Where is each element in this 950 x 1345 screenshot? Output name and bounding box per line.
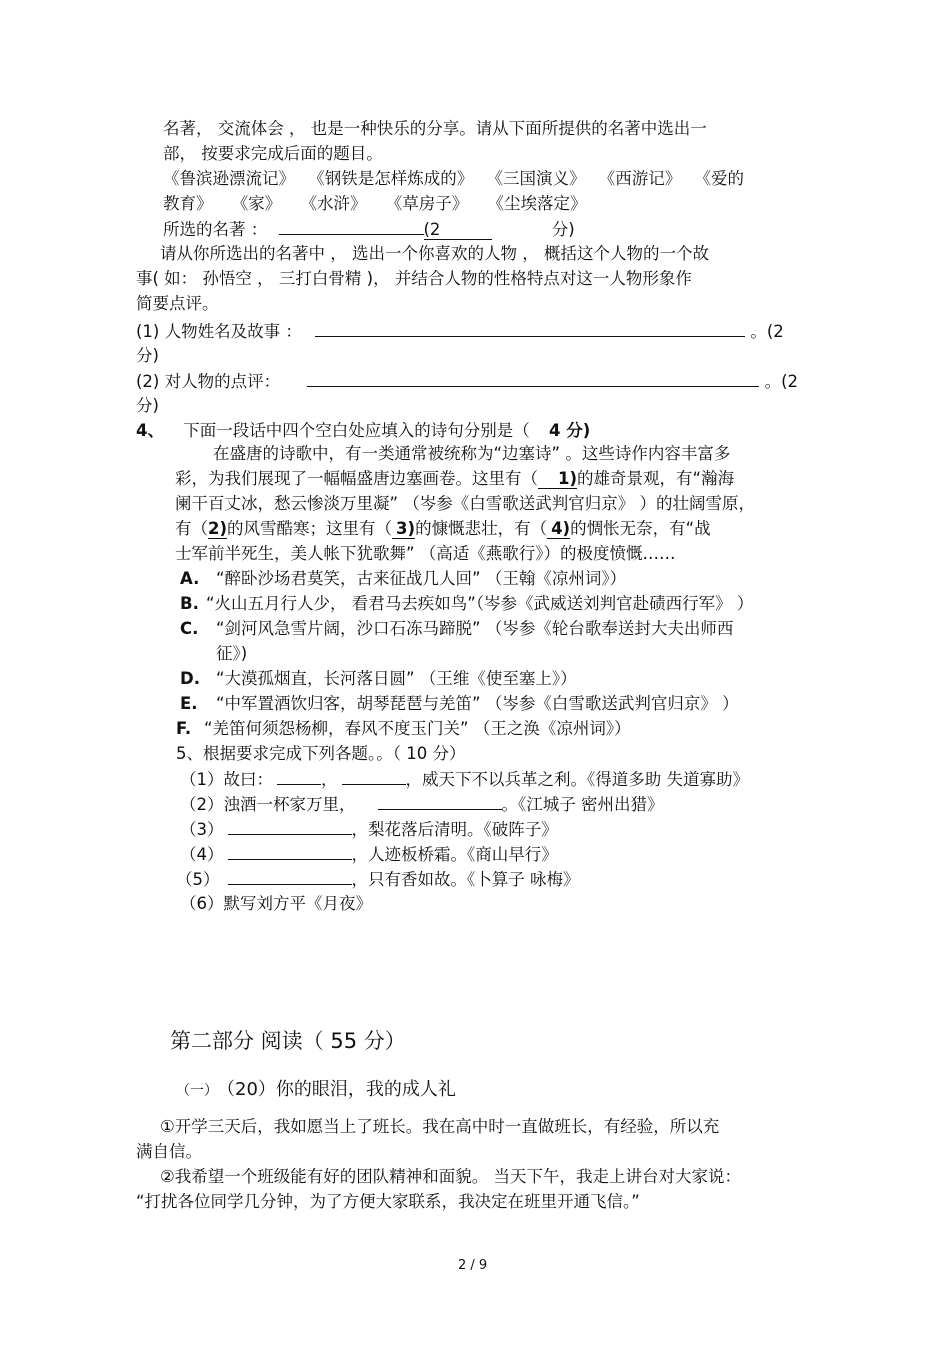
blank-3[interactable]: 3) [392, 519, 415, 539]
option-text: “醉卧沙场君莫笑，古来征战几人回” （王翰《凉州词》） [216, 569, 627, 588]
item-text: ， [321, 770, 338, 789]
selected-book-row [163, 218, 575, 241]
blank-1[interactable]: 1) [538, 469, 577, 489]
books-line-1: 《鲁滨逊漂流记》 《钢铁是怎样炼成的》 《三国演义》 《西游记》 《爱的 [163, 169, 744, 188]
q5-item-6: （6）默写刘方平《月夜》 [180, 894, 372, 913]
part-two-heading: 第二部分 阅读（ 55 分） [170, 1029, 406, 1053]
item-text: （2）浊酒一杯家万里， [180, 795, 356, 814]
item-text: （5） [176, 870, 220, 889]
option-text: “火山五月行人少， 看君马去疾如鸟”（岑参《武威送刘判官赴碛西行军》 ） [206, 594, 754, 613]
question-1-label: (1) 人物姓名及故事 ： [136, 322, 302, 341]
q4-number: 4、 [136, 421, 164, 440]
option-key: B. [180, 594, 199, 613]
q5-item-3 [180, 818, 558, 841]
item-3-blank[interactable] [228, 818, 352, 835]
q4-paragraph-line-3: 阑干百丈冰，愁云惨淡万里凝” （岑参《白雪歌送武判官归京》 ）的壮阔雪原， [175, 494, 756, 513]
q4-paragraph-line-5: 士军前半死生，美人帐下犹歌舞” （高适《燕歌行》）的极度愤慨…… [175, 544, 676, 563]
item-text: ，人迹板桥霜。《商山早行》 [351, 845, 558, 864]
reading-one-title [176, 1078, 456, 1103]
option-text: “剑河风急雪片阔，沙口石冻马蹄脱” （岑参《轮台歌奉送封大夫出师西 [216, 619, 734, 638]
option-key: D. [180, 669, 200, 688]
reading-para-1-line-1: ①开学三天后，我如愿当上了班长。我在高中时一直做班长，有经验，所以充 [160, 1117, 720, 1136]
item-text: ，梨花落后清明。《破阵子》 [351, 820, 558, 839]
selected-book-score-a: (2 [424, 220, 493, 240]
item-text: （1）故曰： [180, 770, 273, 789]
q4-paragraph-line-1: 在盛唐的诗歌中，有一类通常被统称为“边塞诗” 。这些诗作内容丰富多 [213, 444, 731, 463]
question-2-row [136, 370, 798, 393]
option-key: C. [180, 619, 199, 638]
reading-para-1-line-2: 满自信。 [136, 1142, 202, 1161]
item-1-blank-a[interactable] [277, 768, 321, 785]
option-text: “大漠孤烟直，长河落日圆” （王维《使至塞上》） [216, 669, 577, 688]
option-text: “中军置酒饮归客，胡琴琵琶与羌笛” （岑参《白雪歌送武判官归京》 ） [216, 694, 739, 713]
q4-text: 的慷慨悲壮，有（ [415, 519, 548, 538]
task-line-3: 简要点评。 [136, 294, 219, 313]
item-text: （4） [180, 845, 224, 864]
question-2-blank[interactable] [307, 370, 759, 387]
q4-paragraph-line-4 [175, 518, 711, 540]
q4-text: 有（ [175, 519, 208, 538]
option-key: F. [176, 719, 192, 738]
item-text: ，威天下不以兵革之利。《得道多助 失道寡助》 [405, 770, 749, 789]
q4-header [136, 420, 590, 442]
task-line-2: 事( 如： 孙悟空 ， 三打白骨精 )， 并结合人物的性格特点对这一人物形象作 [136, 269, 692, 288]
q4-title: 下面一段话中四个空白处应填入的诗句分别是（ [183, 421, 530, 440]
question-1-score: 。(2 [750, 322, 784, 341]
reading-index: （一） [176, 1083, 218, 1099]
intro-line-2: 部， 按要求完成后面的题目。 [163, 144, 383, 163]
item-text: ，只有香如故。《卜算子 咏梅》 [351, 870, 580, 889]
q5-item-1 [180, 768, 749, 791]
option-c[interactable] [180, 618, 733, 640]
option-a[interactable] [180, 568, 626, 590]
books-line-2: 教育》 《家》 《水浒》 《草房子》 《尘埃落定》 [163, 194, 587, 213]
q5-title: 5、根据要求完成下列各题。。（ 10 分） [176, 744, 466, 763]
option-b[interactable] [180, 593, 753, 615]
q4-paragraph-line-2 [175, 468, 734, 490]
item-text: （3） [180, 820, 224, 839]
question-1-blank[interactable] [315, 320, 745, 337]
item-1-blank-b[interactable] [342, 768, 406, 785]
item-5-blank[interactable] [228, 868, 352, 885]
item-2-blank[interactable] [378, 793, 502, 810]
page-number: 2 / 9 [458, 1258, 488, 1273]
option-key: E. [180, 694, 198, 713]
option-d[interactable] [180, 668, 577, 690]
q4-text: 的惆怅无奈，有“战 [570, 519, 711, 538]
intro-line-1: 名著， 交流体会 ， 也是一种快乐的分享。请从下面所提供的名著中选出一 [163, 119, 707, 138]
question-2-label: (2) 对人物的点评： [136, 372, 281, 391]
q4-score: 4 分) [548, 421, 591, 440]
selected-book-score-b: 分) [551, 220, 575, 239]
item-text: 。《江城子 密州出猎》 [501, 795, 664, 814]
question-2-score: 。(2 [764, 372, 799, 391]
option-text: “羌笛何须怨杨柳，春风不度玉门关” （王之涣《凉州词》） [204, 719, 631, 738]
selected-book-label: 所选的名著 ： [163, 220, 268, 239]
task-line-1: 请从你所选出的名著中 ， 选出一个你喜欢的人物 ， 概括这个人物的一个故 [160, 244, 709, 263]
q4-text: 的雄奇景观，有“瀚海 [577, 469, 735, 488]
question-1-row [136, 320, 784, 343]
reading-title: （20）你的眼泪，我的成人礼 [226, 1079, 456, 1100]
option-f[interactable] [176, 718, 631, 740]
question-1-score-2: 分) [136, 346, 159, 365]
selected-book-blank[interactable] [279, 218, 424, 235]
q5-item-5 [176, 868, 580, 891]
blank-4[interactable]: 4) [547, 519, 570, 539]
option-c-continued: 征》) [216, 644, 248, 663]
blank-2[interactable]: 2) [208, 519, 228, 538]
question-2-score-2: 分) [136, 396, 159, 415]
option-key: A. [180, 569, 200, 588]
q5-item-4 [180, 843, 558, 866]
reading-para-2-line-1: ②我希望一个班级能有好的团队精神和面貌。 当天下午，我走上讲台对大家说： [160, 1167, 742, 1186]
q5-item-2 [180, 793, 664, 816]
reading-para-2-line-2: “打扰各位同学几分钟，为了方便大家联系，我决定在班里开通飞信。” [136, 1192, 640, 1211]
q4-text: 彩，为我们展现了一幅幅盛唐边塞画卷。这里有（ [175, 469, 538, 488]
option-e[interactable] [180, 693, 739, 715]
q4-text: 的风雪酷寒；这里有（ [227, 519, 393, 538]
item-4-blank[interactable] [228, 843, 352, 860]
